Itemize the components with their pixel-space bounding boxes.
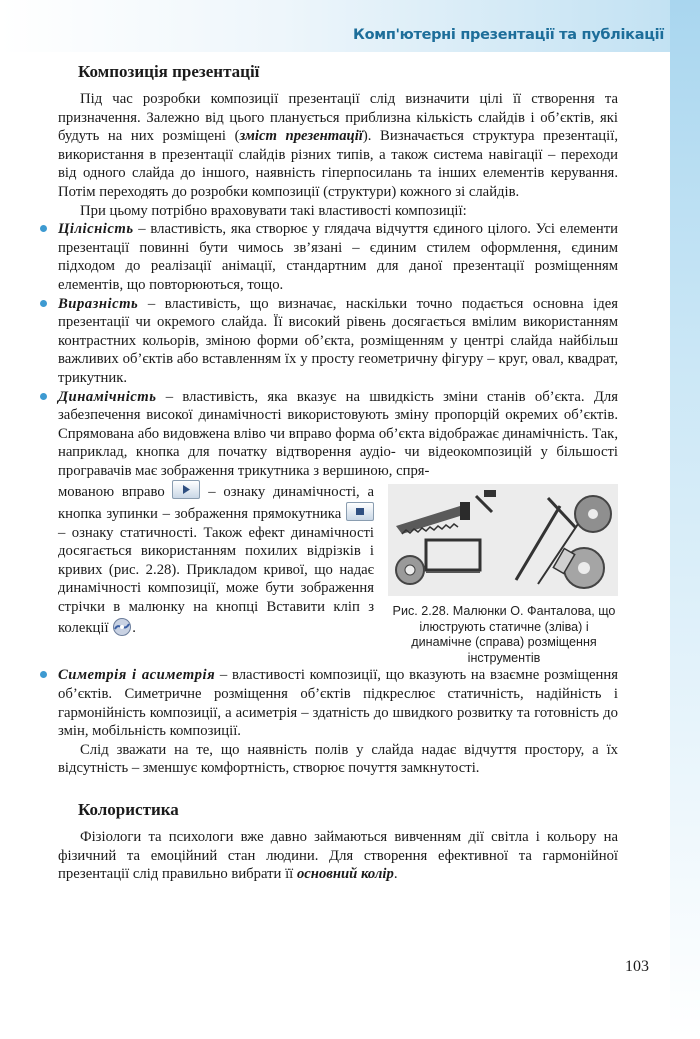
paragraph-dynamism-continued: мованою вправо – ознаку динамічності, а кнопка зупинки – зображення прямокутника – ознаку статичності. Також ефект динамічності досягається використанням похилих відрізків і кривих (рис. 2.28). Прикладом кривої, що надає динамічності композиції, може бути зображення стрічки в малюнку на кнопці Вставити кліп з колекції . xyxy=(58,480,374,637)
figure-illustration xyxy=(388,484,618,596)
side-strip xyxy=(670,0,700,1039)
stop-button-icon xyxy=(346,502,374,521)
bullet-dot xyxy=(40,671,47,678)
paragraph-properties: При цьому потрібно враховувати такі властивості композиції: xyxy=(80,202,467,219)
bullet-dynamism: Динамічність – властивість, яка вказує на швидкість зміни станів об’єкта. Для забезпечення високої динамічності використовують зміну пропорцій окремих об’єктів. Спрямована або видовжена вліво чи вправо форма об’єкта відображає динамічність. Так, наприклад, кнопка для початку відтворення аудіо- чи відеокомпозицій у більшості програвачів має зображення трикутника з вершиною, спря- xyxy=(58,388,618,481)
emphasis-main-color: основний колір xyxy=(296,866,394,883)
header-title: Комп'ютерні презентації та публікації xyxy=(353,27,664,43)
figure-2-28 xyxy=(388,480,620,666)
emphasis-content: зміст презентації xyxy=(239,128,363,145)
clip-art-icon xyxy=(112,617,132,637)
paragraph-intro: Під час розробки композиції презентації слід визначити цілі її створення та призначення. Залежно від цього планується приблизна кількість слайдів і об’єктів, які будуть на них розміщені (зміст презентації). Визначається структура презентації, використання в презентації слайдів різних типів, а також система навігації – переходи від одного слайда до іншого, наявність гіперпосилань та інших елементів керування. Потім переходять до розробки композиції (структури) кожного зі слайдів. xyxy=(58,91,618,200)
play-button-icon xyxy=(172,480,200,499)
page-content xyxy=(58,62,618,884)
figure-caption: Рис. 2.28. Малюнки О. Фанталова, що ілюструють статичне (зліва) і динамічне (справа) розміщення інструментів xyxy=(392,604,616,665)
paragraph-coloristics: Фізіологи та психологи вже давно займаються вивченням дії світла і кольору на фізичний та емоційний стан людини. Для створення ефективної та гармонійної презентації слід правильно вибрати її основний колір. xyxy=(58,829,618,883)
section-heading-coloristics: Колористика xyxy=(78,800,179,820)
section-heading-composition: Композиція презентації xyxy=(78,62,260,81)
bullet-dot xyxy=(40,300,47,307)
bullet-integrity: Цілісність – властивість, яка створює у глядача відчуття єдиного цілого. Усі елементи презентації повинні бути чимось зв’язані – єдиним стилем оформлення, єдиним підходом до реалізації анімації, стандартним для даної презентації розміщенням елементів, що повторюються, тощо. xyxy=(58,220,618,294)
header-band xyxy=(0,0,700,52)
bullet-dot xyxy=(40,225,47,232)
bullet-dot xyxy=(40,393,47,400)
bullet-symmetry: Симетрія і асиметрія – властивості композиції, що вказують на взаємне розміщення об’єктів. Симетричне розміщення об’єктів підкреслює статичність, надійність і гармонійність композиції, а асиметрія – здатність до швидкого розвитку та готовність до змін, мобільність композиції. xyxy=(58,666,618,740)
page-number: 103 xyxy=(625,958,649,975)
paragraph-margins: Слід зважати на те, що наявність полів у слайда надає відчуття простору, а їх відсутність – зменшує комфортність, створює почуття замкнутості. xyxy=(58,741,618,777)
bullet-expressiveness: Виразність – властивість, що визначає, наскільки точно подається основна ідея презентації чи окремого слайда. Її високий рівень досягається вмілим використанням контрастних кольорів, зміною форми об’єкта, розміщенням у центрі слайда найбільш важливих об’єктів або вставленням їх у просту геометричну фігуру – круг, овал, квадрат, трикутник. xyxy=(58,295,618,388)
dynamism-with-figure xyxy=(58,480,618,666)
